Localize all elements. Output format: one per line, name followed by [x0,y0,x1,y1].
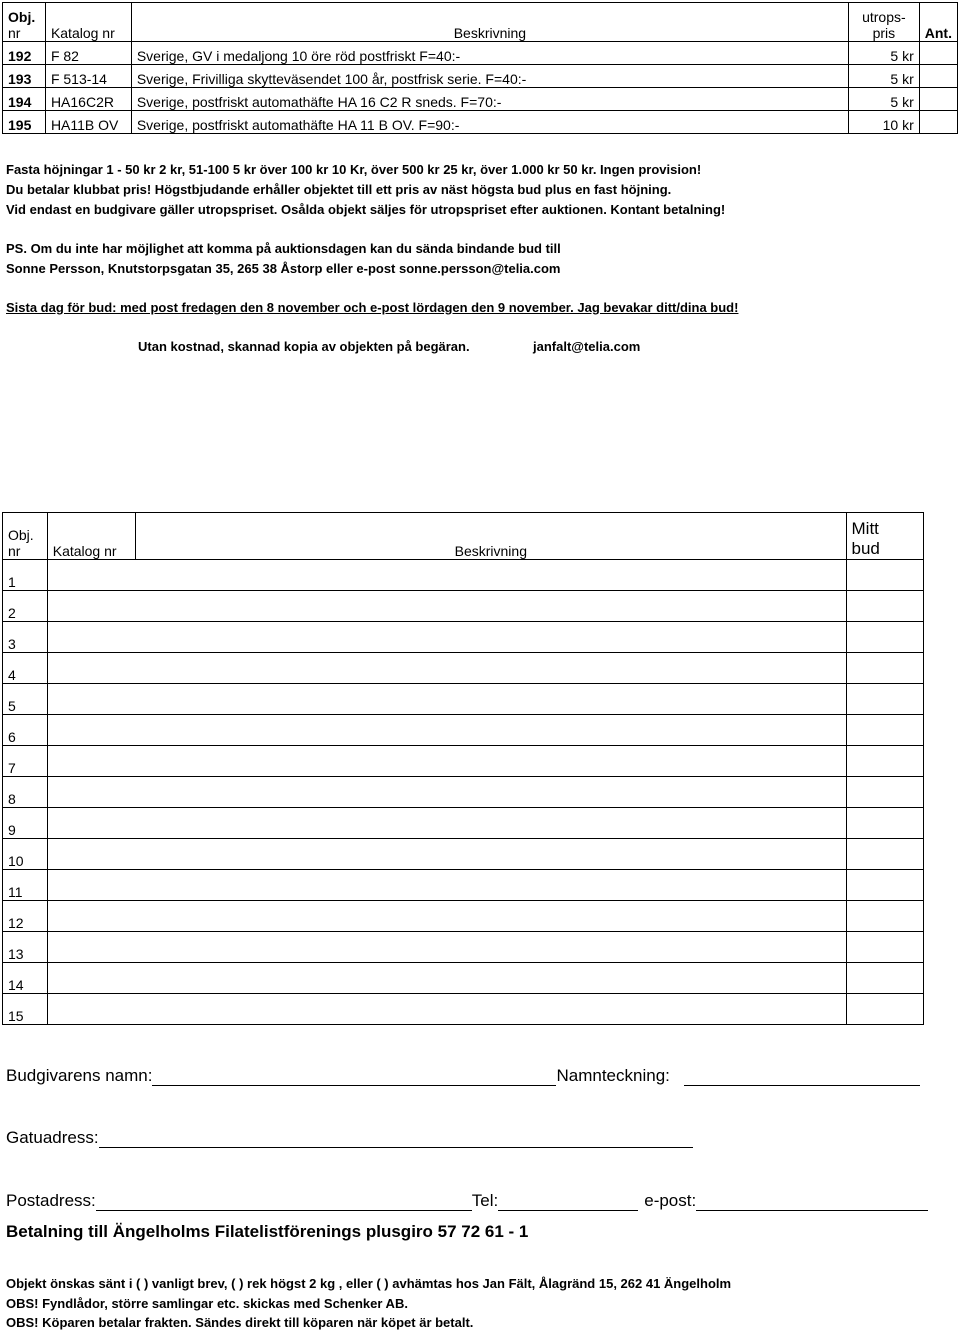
lot-pris: 5 kr [848,88,919,111]
bid-table [2,512,924,1025]
bid-row [3,653,924,684]
bid-row-nr: 3 [3,622,48,653]
lot-beskrivning: Sverige, GV i medaljong 10 öre röd postfriskt F=40:- [131,42,848,65]
bid-bud-line1: Mitt [851,519,879,538]
bid-row [3,839,924,870]
obj-header-line2: nr [8,25,21,41]
bid-row-amount-cell[interactable] [846,932,924,963]
scan-email: janfalt@telia.com [533,339,641,354]
lot-pris: 10 kr [848,111,919,134]
lots-header-ant: Ant. [919,3,957,42]
name-label: Budgivarens namn: [6,1066,153,1085]
bid-row-amount-cell[interactable] [846,808,924,839]
bid-row-description-cell[interactable] [47,901,846,932]
bid-row-nr: 10 [3,839,48,870]
bid-row [3,808,924,839]
email-field[interactable] [696,1192,928,1211]
bid-row [3,684,924,715]
bid-row-amount-cell[interactable] [846,622,924,653]
bid-row-amount-cell[interactable] [846,560,924,591]
increment-rules: Fasta höjningar 1 - 50 kr 2 kr, 51-100 5 kr över 100 kr 10 Kr, över 500 kr 25 kr, över 1.000 kr 50 kr. Ingen provision! [6,162,702,177]
bid-row-nr: 14 [3,963,48,994]
bid-row [3,963,924,994]
reserve-rule: Vid endast en budgivare gäller utropspriset. Osålda objekt säljes för utropspriset efter auktionen. Kontant betalning! [6,202,726,217]
bid-row [3,746,924,777]
bid-row-description-cell[interactable] [47,808,846,839]
bid-row-amount-cell[interactable] [846,715,924,746]
bid-header-beskrivning: Beskrivning [136,513,846,560]
bid-header-bud [846,513,924,560]
pricing-rule: Du betalar klubbat pris! Högstbjudande erhåller objektet till ett pris av näst högsta bud plus en fast höjning. [6,182,672,197]
bid-row-description-cell[interactable] [47,684,846,715]
bid-row-amount-cell[interactable] [846,994,924,1025]
bid-row-description-cell[interactable] [47,994,846,1025]
email-label: e-post: [644,1191,697,1210]
bid-row-nr: 2 [3,591,48,622]
bid-row [3,777,924,808]
lot-katalog: F 82 [45,42,131,65]
bid-row-nr: 5 [3,684,48,715]
tel-field[interactable] [498,1192,638,1211]
bid-row-description-cell[interactable] [47,746,846,777]
obj-header-line1: Obj. [8,9,36,25]
bid-row-nr: 6 [3,715,48,746]
lots-header-beskrivning: Beskrivning [131,3,848,42]
lot-nr: 194 [3,88,46,111]
bid-row-description-cell[interactable] [47,777,846,808]
bid-bud-line2: bud [851,539,880,558]
bid-obj-line1: Obj. [8,527,34,543]
bid-row-amount-cell[interactable] [846,870,924,901]
lots-header-katalog: Katalog nr [45,3,131,42]
bid-row [3,560,924,591]
street-field[interactable] [99,1129,693,1148]
street-row [6,1128,693,1148]
bid-row-description-cell[interactable] [47,653,846,684]
bid-row [3,715,924,746]
bid-header-katalog: Katalog nr [47,513,135,560]
lots-header-utropspris [848,3,919,42]
bid-row [3,870,924,901]
lot-pris: 5 kr [848,65,919,88]
lot-row [3,65,958,88]
bid-row-description-cell[interactable] [47,591,846,622]
utropspris-line1: utrops- [862,9,906,25]
bid-row [3,932,924,963]
bid-row-amount-cell[interactable] [846,591,924,622]
lot-nr: 195 [3,111,46,134]
utropspris-line2: pris [872,25,896,41]
bid-row-amount-cell[interactable] [846,839,924,870]
bid-row-amount-cell[interactable] [846,746,924,777]
lot-katalog: HA11B OV [45,111,131,134]
bid-obj-line2: nr [8,543,21,559]
bid-row-amount-cell[interactable] [846,963,924,994]
bid-row-description-cell[interactable] [47,622,846,653]
shipping-options: Objekt önskas sänt i ( ) vanligt brev, ( ) rek högst 2 kg , eller ( ) avhämtas hos Jan Fält, Ålagränd 15, 262 41 Ängelholm [6,1276,732,1291]
lot-katalog: HA16C2R [45,88,131,111]
bid-row-nr: 15 [3,994,48,1025]
name-row [6,1066,920,1086]
lot-row [3,88,958,111]
lots-table [2,2,958,134]
lot-nr: 193 [3,65,46,88]
bid-row [3,622,924,653]
signature-label: Namnteckning: [556,1066,670,1085]
lot-pris: 5 kr [848,42,919,65]
ps-address: Sonne Persson, Knutstorpsgatan 35, 265 38 Åstorp eller e-post sonne.persson@telia.com [6,261,561,276]
deadline-note: Sista dag för bud: med post fredagen den 8 november och e-post lördagen den 9 november. Jag bevakar ditt/dina bud! [6,300,739,315]
lot-row [3,111,958,134]
bid-row-nr: 11 [3,870,48,901]
lot-nr: 192 [3,42,46,65]
bid-row-description-cell[interactable] [47,932,846,963]
freight-note: OBS! Köparen betalar frakten. Sändes direkt till köparen när köpet är betalt. [6,1315,474,1330]
bid-header-obj [3,513,48,560]
lot-beskrivning: Sverige, postfriskt automathäfte HA 11 B OV. F=90:- [131,111,848,134]
lot-beskrivning: Sverige, postfriskt automathäfte HA 16 C2 R sneds. F=70:- [131,88,848,111]
lot-ant-cell[interactable] [919,65,957,88]
postal-field[interactable] [96,1192,472,1211]
bid-row-amount-cell[interactable] [846,653,924,684]
bid-row-nr: 9 [3,808,48,839]
bid-row [3,994,924,1025]
bid-row-nr: 12 [3,901,48,932]
ps-note: PS. Om du inte har möjlighet att komma på auktionsdagen kan du sända bindande bud till [6,241,561,256]
lot-katalog: F 513-14 [45,65,131,88]
bid-header-row [3,513,924,560]
bid-row-description-cell[interactable] [47,839,846,870]
bid-row-nr: 1 [3,560,48,591]
lots-header-obj [3,3,46,42]
bid-row-nr: 13 [3,932,48,963]
bid-row [3,591,924,622]
bid-row-description-cell[interactable] [47,560,846,591]
lot-ant-cell[interactable] [919,42,957,65]
tel-label: Tel: [471,1191,499,1210]
bid-row-amount-cell[interactable] [846,777,924,808]
bid-row-nr: 7 [3,746,48,777]
bid-row [3,901,924,932]
postal-row [6,1191,928,1211]
bid-row-amount-cell[interactable] [846,901,924,932]
street-label: Gatuadress: [6,1128,99,1147]
shipping-note: OBS! Fyndlådor, större samlingar etc. skickas med Schenker AB. [6,1296,408,1311]
bid-row-amount-cell[interactable] [846,684,924,715]
lot-ant-cell[interactable] [919,111,957,134]
postal-label: Postadress: [6,1191,96,1210]
payment-info: Betalning till Ängelholms Filatelistförenings plusgiro 57 72 61 - 1 [6,1222,529,1241]
lots-header-row [3,3,958,42]
signature-field[interactable] [684,1067,920,1086]
lot-ant-cell[interactable] [919,88,957,111]
name-field[interactable] [152,1067,556,1086]
bid-row-description-cell[interactable] [47,715,846,746]
bid-row-nr: 4 [3,653,48,684]
lot-row [3,42,958,65]
lot-beskrivning: Sverige, Frivilliga skytteväsendet 100 år, postfrisk serie. F=40:- [131,65,848,88]
bid-row-description-cell[interactable] [47,870,846,901]
scan-note: Utan kostnad, skannad kopia av objekten på begäran. [138,339,470,354]
bid-row-description-cell[interactable] [47,963,846,994]
bid-row-nr: 8 [3,777,48,808]
